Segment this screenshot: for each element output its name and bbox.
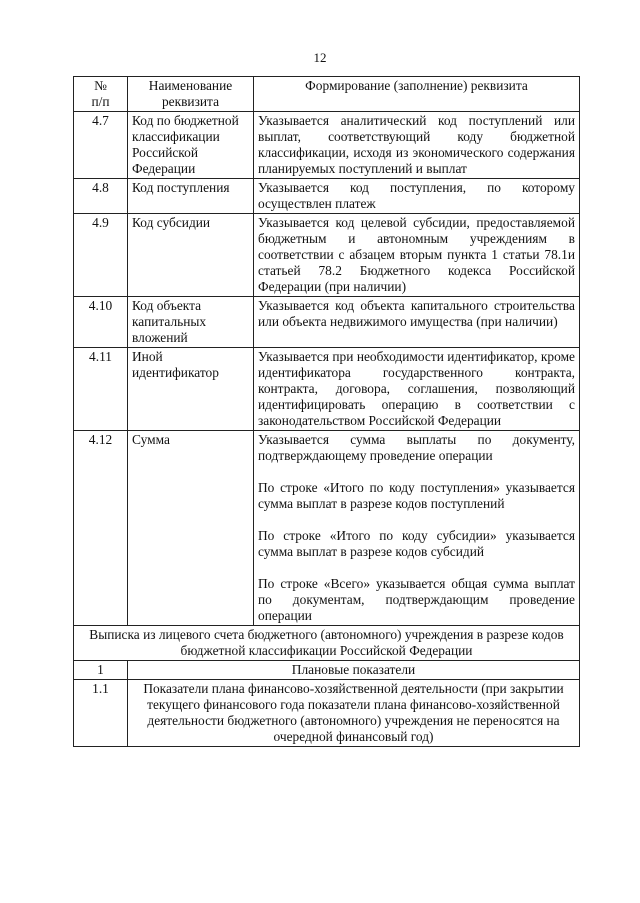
requisites-table — [73, 76, 580, 747]
row-name: Код поступления — [128, 179, 254, 214]
table-row — [74, 214, 580, 297]
row-text: Показатели плана финансово-хозяйственной деятельности (при закрытии текущего финансового года показатели плана финансово-хозяйственной деятельности бюджетного (автономного) учреждения не переносятся на очередной финансовый год) — [128, 680, 580, 747]
section-title: Выписка из лицевого счета бюджетного (автономного) учреждения в разрезе кодов бюджетной классификации Российской Федерации — [74, 626, 580, 661]
row-name: Сумма — [128, 431, 254, 626]
row-num: 4.9 — [74, 214, 128, 297]
table-row — [74, 112, 580, 179]
header-name: Наименование реквизита — [128, 77, 254, 112]
header-desc: Формирование (заполнение) реквизита — [254, 77, 580, 112]
desc-paragraph: По строке «Итого по коду субсидии» указывается сумма выплат в разрезе кодов субсидий — [258, 528, 575, 559]
row-desc: Указывается аналитический код поступлений или выплат, соответствующий коду бюджетной классификации, исходя из экономического содержания планируемых поступлений и выплат — [254, 112, 580, 179]
row-desc: Указывается код объекта капитального строительства или объекта недвижимого имущества (при наличии) — [254, 297, 580, 348]
row-num: 4.12 — [74, 431, 128, 626]
row-num: 4.11 — [74, 348, 128, 431]
table-row — [74, 680, 580, 747]
desc-paragraph: Указывается сумма выплаты по документу, подтверждающему проведение операции — [258, 432, 575, 463]
row-name: Иной идентификатор — [128, 348, 254, 431]
desc-paragraph: По строке «Всего» указывается общая сумма выплат по документам, подтверждающим проведение операции — [258, 576, 575, 623]
desc-paragraph: По строке «Итого по коду поступления» указывается сумма выплат в разрезе кодов поступлений — [258, 480, 575, 511]
row-name: Код по бюджетной классификации Российской Федерации — [128, 112, 254, 179]
section-title-row — [74, 626, 580, 661]
row-num: 4.8 — [74, 179, 128, 214]
row-desc: Указывается при необходимости идентификатор, кроме идентификатора государственного контракта, контракта, договора, соглашения, позволяющий идентифицировать операцию в соответствии с законодательством Российской Федерации — [254, 348, 580, 431]
table-row — [74, 297, 580, 348]
row-num: 4.7 — [74, 112, 128, 179]
row-name: Код субсидии — [128, 214, 254, 297]
row-desc: Указывается код поступления, по которому осуществлен платеж — [254, 179, 580, 214]
row-num: 4.10 — [74, 297, 128, 348]
row-num: 1.1 — [74, 680, 128, 747]
row-name: Код объекта капитальных вложений — [128, 297, 254, 348]
row-num: 1 — [74, 661, 128, 680]
table-row — [74, 179, 580, 214]
row-desc: Указывается код целевой субсидии, предоставляемой бюджетным и автономным учреждениям в соответствии с абзацем вторым пункта 1 статьи 78.1и статьей 78.2 Бюджетного кодекса Российской Федерации (при наличии) — [254, 214, 580, 297]
header-num: № п/п — [74, 77, 128, 112]
table-row — [74, 661, 580, 680]
table-row — [74, 431, 580, 626]
table-row — [74, 348, 580, 431]
page-number: 12 — [313, 50, 327, 65]
row-desc — [254, 431, 580, 626]
table-header-row — [74, 77, 580, 112]
row-text: Плановые показатели — [128, 661, 580, 680]
